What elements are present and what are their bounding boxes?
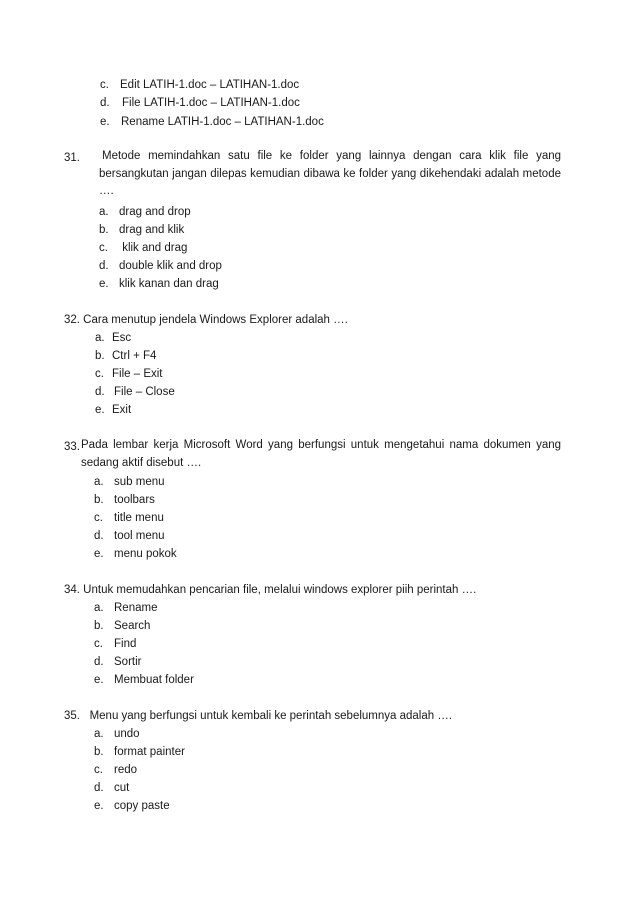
option-text: Exit — [112, 404, 132, 416]
q31-option-c — [99, 241, 187, 255]
q35-question — [64, 709, 452, 723]
option-text: File LATIH-1.doc – LATIHAN-1.doc — [122, 97, 300, 109]
q35-option-b — [94, 745, 185, 759]
option-letter: d. — [95, 386, 105, 398]
option-text: Search — [114, 620, 151, 632]
option-letter: d. — [99, 260, 109, 272]
option-letter: b. — [94, 494, 104, 506]
option-letter: b. — [99, 224, 109, 236]
q34-question — [64, 583, 476, 597]
q35-option-d — [94, 781, 129, 795]
option-text: drag and drop — [119, 206, 191, 218]
option-text: drag and klik — [119, 224, 185, 236]
q33-option-e — [94, 547, 177, 561]
q30-option-d — [100, 96, 300, 110]
option-text: format painter — [114, 746, 185, 758]
option-text: Ctrl + F4 — [112, 350, 157, 362]
option-letter: e. — [99, 278, 109, 290]
q35-option-a — [94, 727, 140, 741]
option-text: Rename LATIH-1.doc – LATIHAN-1.doc — [121, 116, 324, 128]
option-text: Sortir — [114, 656, 142, 668]
q31-option-a — [99, 205, 191, 219]
option-letter: c. — [99, 242, 108, 254]
question-text: 32. Cara menutup jendela Windows Explorer adalah …. — [64, 314, 348, 326]
q35-option-c — [94, 763, 137, 777]
option-letter: a. — [94, 728, 104, 740]
option-text: cut — [114, 782, 130, 794]
question-number: 33. — [64, 441, 80, 453]
q33-option-b — [94, 493, 155, 507]
q33-number — [64, 440, 80, 454]
q32-question — [64, 313, 348, 327]
option-letter: b. — [94, 746, 104, 758]
option-letter: e. — [95, 404, 105, 416]
option-letter: a. — [99, 206, 109, 218]
option-letter: d. — [100, 97, 110, 109]
option-text: double klik and drop — [119, 260, 222, 272]
q31-question — [99, 148, 561, 201]
option-text: title menu — [114, 512, 164, 524]
option-text: klik and drag — [119, 242, 188, 254]
q32-option-c — [95, 367, 163, 381]
option-text: File – Close — [114, 386, 175, 398]
q31-option-e — [99, 277, 219, 291]
option-letter: a. — [94, 602, 104, 614]
q33-option-c — [94, 511, 164, 525]
option-letter: c. — [95, 368, 104, 380]
q34-option-e — [94, 673, 194, 687]
q31-option-b — [99, 223, 184, 237]
q35-option-e — [94, 799, 170, 813]
question-text: 34. Untuk memudahkan pencarian file, melalui windows explorer piih perintah …. — [64, 584, 477, 596]
option-letter: c. — [100, 79, 109, 91]
option-letter: b. — [95, 350, 105, 362]
option-text: toolbars — [114, 494, 155, 506]
q31-number — [64, 151, 80, 165]
option-letter: c. — [94, 638, 103, 650]
option-letter: c. — [94, 764, 103, 776]
option-text: sub menu — [114, 476, 165, 488]
q34-option-b — [94, 619, 150, 633]
option-letter: d. — [94, 656, 104, 668]
option-letter: e. — [100, 116, 110, 128]
option-letter: e. — [94, 548, 104, 560]
option-letter: d. — [94, 530, 104, 542]
question-text: Metode memindahkan satu file ke folder yang lainnya dengan cara klik file yang bersangkutan jangan dilepas kemudian dibawa ke folder yang dikehendaki adalah metode …. — [99, 150, 561, 197]
q33-question — [81, 437, 561, 472]
q30-option-e — [100, 115, 324, 129]
option-letter: c. — [94, 512, 103, 524]
option-letter: a. — [94, 476, 104, 488]
option-text: Membuat folder — [114, 674, 194, 686]
option-text: menu pokok — [114, 548, 177, 560]
q33-option-a — [94, 475, 165, 489]
option-letter: b. — [94, 620, 104, 632]
option-text: File – Exit — [112, 368, 163, 380]
option-letter: d. — [94, 782, 104, 794]
option-text: undo — [114, 728, 140, 740]
option-letter: e. — [94, 674, 104, 686]
option-letter: e. — [94, 800, 104, 812]
q34-option-c — [94, 637, 136, 651]
option-text: Rename — [114, 602, 158, 614]
option-text: Find — [114, 638, 137, 650]
q32-option-d — [95, 385, 175, 399]
q30-option-c — [100, 78, 299, 92]
option-text: klik kanan dan drag — [119, 278, 219, 290]
question-text: 35. Menu yang berfungsi untuk kembali ke perintah sebelumnya adalah …. — [64, 710, 453, 722]
option-text: copy paste — [114, 800, 170, 812]
option-text: tool menu — [114, 530, 165, 542]
q34-option-d — [94, 655, 141, 669]
question-text: Pada lembar kerja Microsoft Word yang berfungsi untuk mengetahui nama dokumen yang sedang aktif disebut …. — [81, 439, 561, 469]
q34-option-a — [94, 601, 157, 615]
option-text: Esc — [112, 332, 132, 344]
q32-option-e — [95, 403, 131, 417]
q32-option-b — [95, 349, 156, 363]
option-text: redo — [114, 764, 138, 776]
q32-option-a — [95, 331, 131, 345]
option-letter: a. — [95, 332, 105, 344]
q31-option-d — [99, 259, 222, 273]
option-text: Edit LATIH-1.doc – LATIHAN-1.doc — [120, 79, 300, 91]
q33-option-d — [94, 529, 165, 543]
question-number: 31. — [64, 152, 80, 164]
